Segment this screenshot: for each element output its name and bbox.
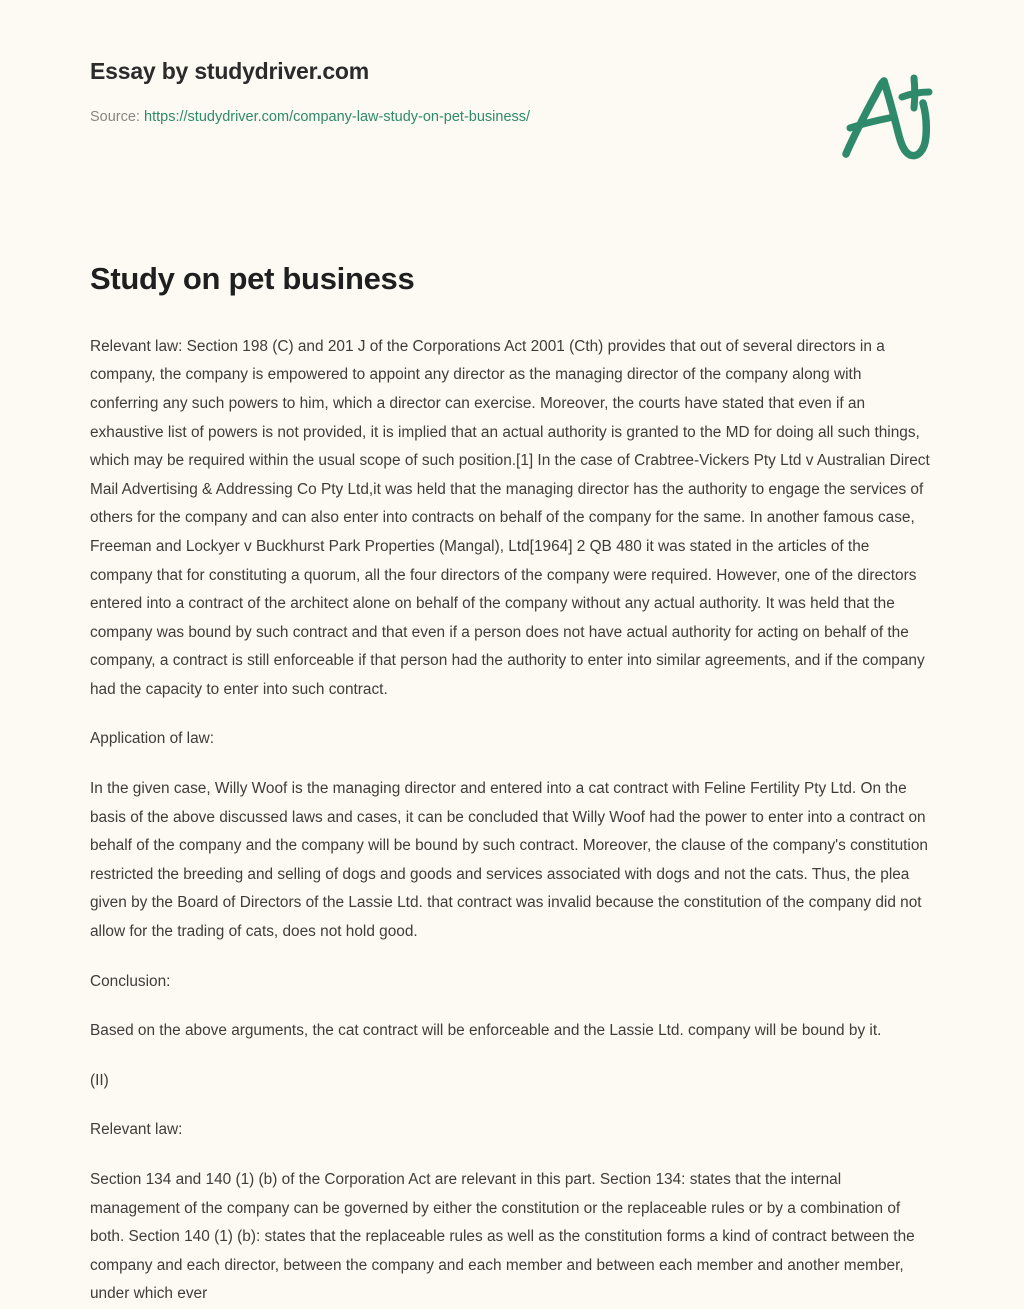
section-heading-application-of-law: Application of law:: [90, 730, 215, 748]
article-body: [90, 299, 934, 1309]
section-heading-conclusion: Conclusion:: [90, 972, 171, 990]
a-plus-logo-icon: [832, 70, 940, 166]
paragraph: Based on the above arguments, the cat contract will be enforceable and the Lassie Ltd. company will be bound by it.: [90, 1022, 882, 1040]
source-label: Source:: [90, 108, 140, 125]
paragraph: In the given case, Willy Woof is the managing director and entered into a cat contract with Feline Fertility Pty Ltd. On the basis of the above discussed laws and cases, it can be concluded that Willy Woof had the power to enter into a contract on behalf of the company and the company will be bound by such contract. Moreover, the clause of the company's constitution restricted the breeding and selling of dogs and goods and services associated with dogs and not the cats. Thus, the plea given by the Board of Directors of the Lassie Ltd. that contract was invalid because the constitution of the company did not allow for the trading of cats, does not hold good.: [90, 780, 928, 941]
section-marker-two: (II): [90, 1071, 109, 1089]
page-header: [0, 0, 1024, 166]
page-title: Study on pet business: [90, 261, 415, 296]
paragraph: Section 134 and 140 (1) (b) of the Corporation Act are relevant in this part. Section 134: states that the internal management of the company can be governed by either the constitution or the replaceable rules or by a combination of both. Section 140 (1) (b): states that the replaceable rules as well as the constitution forms a kind of contract between the company and each director, between the company and each member and between each member and another member, under which ever: [90, 1171, 915, 1303]
paragraph: Relevant law: Section 198 (C) and 201 J of the Corporations Act 2001 (Cth) provides that out of several directors in a company, the company is empowered to appoint any director as the managing director of the company along with conferring any such powers to him, which a director can exercise. Moreover, the courts have stated that even if an exhaustive list of powers is not provided, it is implied that an actual authority is granted to the MD for doing all such things, which may be required within the usual scope of such position.[1] In the case of Crabtree-Vickers Pty Ltd v Australian Direct Mail Advertising & Addressing Co Pty Ltd,it was held that the managing director has the authority to engage the services of others for the company and can also enter into contracts on behalf of the company for the same. In another famous case, Freeman and Lockyer v Buckhurst Park Properties (Mangal), Ltd[1964] 2 QB 480 it was stated in the articles of the company that for constituting a quorum, all the four directors of the company were required. However, one of the directors entered into a contract of the architect alone on behalf of the company without any actual authority. It was held that the company was bound by such contract and that even if a person does not have actual authority for acting on behalf of the company, a contract is still enforceable if that person had the authority to enter into similar agreements, and if the company had the capacity to enter into such contract.: [90, 337, 930, 698]
source-line: [90, 108, 530, 127]
source-url-link[interactable]: https://studydriver.com/company-law-study-on-pet-business/: [144, 108, 531, 125]
section-heading-relevant-law: Relevant law:: [90, 1121, 183, 1139]
article-container: [0, 166, 1024, 1309]
header-left-group: [90, 58, 530, 126]
site-title: Essay by studydriver.com: [90, 58, 370, 84]
